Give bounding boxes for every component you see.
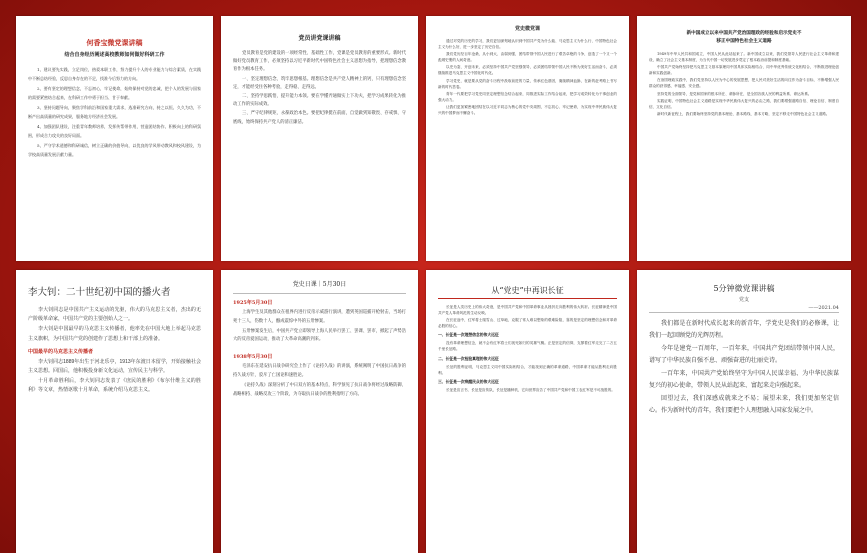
paragraph: 党员教育是党的建设的一项经常性、基础性工作，党课是党员教育的重要形式。新时代做好党员教育工作，必须坚持以习近平新时代中国特色社会主义思想为指导，把理想信念教育作为根本任务。 <box>233 51 406 73</box>
paragraph: 2、要有坚定的理想信念，不忘初心，牢记使命，始终保持对党的忠诚，把个人的发展与国家的需要紧密结合起来，在科研工作中勇于担当、甘于奉献。 <box>28 86 201 100</box>
document-page-6[interactable] <box>221 270 418 553</box>
paragraph: 坚持党的全面领导，是党和国家的根本所在、命脉所在，是全国各族人民的利益所系、命运所系。 <box>657 91 812 96</box>
paragraph: 实践证明，中国特色社会主义道路是实现中华民族伟大复兴的必由之路，我们要增强道路自信、理论自信、制度自信、文化自信。 <box>649 98 839 109</box>
paragraph: 通过对党的历史的学习，我们更加深刻地认识到中国共产党为什么能、马克思主义为什么行、中国特色社会主义为什么好，进一步坚定了历史自信。 <box>438 39 617 50</box>
paragraph: 没有革命理想信念，就不会有红军将士们视死如归的英雄气概。正是坚定的信仰，支撑着红军走完了二万五千里长征路。 <box>438 341 617 352</box>
document-page-7[interactable] <box>426 270 629 553</box>
paragraph: 上海学生及其他群众在租界内进行反帝示威游行演讲，遭到英国巡捕开枪射击，当场打死十三人，伤数十人，酿成震惊中外的五卅惨案。 <box>233 310 406 324</box>
page-title: 党史日课｜5月30日 <box>292 281 347 288</box>
paragraph: 以史为鉴、开创未来，必须坚持中国共产党坚强领导，必须团结带领中国人民不断为美好生活而奋斗，必须继续推进马克思主义中国化时代化。 <box>438 65 617 76</box>
paragraph: 回望过去，我们深感成就来之不易；展望未来，我们更加坚定信心。作为新时代的青年，我们要把个人理想融入国家发展之中。 <box>649 395 839 414</box>
document-page-4[interactable] <box>637 16 851 261</box>
paragraph: 五卅惨案发生后，中国共产党立即领导上海人民举行罢工、罢课、罢市，掀起了声势浩大的反帝爱国运动，推动了大革命高潮的到来。 <box>233 328 406 343</box>
document-page-1[interactable] <box>16 16 213 261</box>
paragraph: 青年一代要把学习党史同坚定理想信念结合起来，同推进实际工作结合起来，把学习成效转化为干事创业的强大动力。 <box>438 91 617 102</box>
document-page-5[interactable] <box>16 270 213 553</box>
paragraph: 让我们更加紧密地团结在以习近平同志为核心的党中央周围，不忘初心、牢记使命，为实现中华民族伟大复兴的中国梦而不懈奋斗。 <box>438 104 617 116</box>
paragraph: 十月革命胜利后，李大钊同志发表了《庶民的胜利》《布尔什维主义的胜利》等文章，热情讴歌十月革命，系统介绍马克思主义。 <box>28 378 201 394</box>
page-title: 李大钊：二十世纪初中国的播火者 <box>28 287 171 298</box>
paragraph: 三、严守纪律规矩，永葆政治本色。要把纪律挺在前面，自觉做到知敬畏、存戒惧、守底线，始终保持共产党人的清正廉洁。 <box>233 111 406 125</box>
paragraph: 我们党历经百年沧桑，从小到大、由弱到强，团结带领中国人民进行了艰苦卓绝的斗争，创造了一个又一个彪炳史册的人间奇迹。 <box>438 52 617 63</box>
paragraph: 中国共产党始终坚持把马克思主义基本原理同中国具体实际相结合、同中华优秀传统文化相结合，不断推进理论创新和实践创新。 <box>649 65 839 76</box>
document-page-2[interactable] <box>221 16 418 261</box>
paragraph: 李大钊同志1889年出生于河北乐亭，1913年东渡日本留学，开始接触社会主义思想。回国后，他积极投身新文化运动，宣传民主与科学。 <box>28 358 201 375</box>
page-title: 党员讲党课讲稿 <box>298 35 341 42</box>
paragraph: 长征的胜利证明，马克思主义同中国实际相结合，才能找到正确的革命道路，中国革命才能从胜利走向胜利。 <box>438 364 617 375</box>
paragraph: 学习党史，就是要从党的奋斗历程中汲取前进的力量，传承红色基因，赓续精神血脉，在新的赶考路上书写新的时代答卷。 <box>438 78 617 89</box>
paragraph: 1、建议要先实践，立足岗位，热爱本职工作，努力提升个人的专业能力与综合素质，在实践中不断总结经验，反思自身存在的不足，找准今后努力的方向。 <box>28 67 201 81</box>
section-heading: 中国最早的马克思主义传播者 <box>28 348 94 355</box>
paragraph: 李大钊同志是中国共产主义运动的先驱，伟大的马克思主义者，杰出的无产阶级革命家，中国共产党的主要创始人之一。 <box>28 307 201 323</box>
page-title: 党史微党课 <box>514 26 540 32</box>
document-page-3[interactable] <box>426 16 629 261</box>
page-title: 5分钟微党课讲稿 <box>713 284 775 293</box>
paragraph: 毛泽东在延安抗日战争研究会上作了《论持久战》的讲演，系统阐明了中国抗日战争的持久战方针，驳斥了亡国论和速胜论。 <box>233 364 406 378</box>
page-title-line2: 移正中国特色社会主义道路 <box>716 39 772 44</box>
paragraph: 1949年中华人民共和国成立，中国人民从此站起来了。新中国成立以来，我们党领导人民进行社会主义革命和建设，确立了社会主义基本制度，为当代中国一切发展进步奠定了根本政治前提和制度基础。 <box>649 52 839 63</box>
paragraph: 一百年来，中国共产党始终坚守为中国人民谋幸福、为中华民族谋复兴的初心使命，带领人民从站起来、富起来走向强起来。 <box>649 370 839 389</box>
paragraph: 长征是宣言书，长征是宣传队，长征是播种机，它向世界宣告了中国共产党和中国工农红军是不可战胜的。 <box>446 387 615 392</box>
paragraph: 5、严守学术道德和科研诚信，树立正确的价值导向，以优良的学风带动教风和校风建设，为学校高质量发展贡献力量。 <box>28 143 201 157</box>
section-heading: 二、长征是一次检验真理的伟大远征 <box>438 355 499 361</box>
date-heading: 1938年5月30日 <box>233 354 273 361</box>
paragraph: 二、坚持学思践悟，提升能力本领。要在学懂弄通做实上下功夫，把学习成果转化为推动工作的实际成效。 <box>233 94 406 108</box>
author: 党支 <box>738 297 749 303</box>
paragraph: 长征是人类历史上的伟大奇迹，是中国共产党和中国革命事业从挫折走向胜利的伟大转折。长征精神是中国共产党人革命风范的生动反映。 <box>438 305 617 316</box>
paragraph: 在治国理政实践中，我们党坚持以人民为中心的发展思想，把人民对美好生活的向往作为奋斗目标，不断增强人民群众的获得感、幸福感、安全感。 <box>649 78 839 89</box>
page-title: 何香宝微党课讲稿 <box>86 38 143 47</box>
paragraph: 我们都是在新时代成长起来的新青年，学党史是我们的必修课，让我们一起回顾党的光辉历程。 <box>649 320 839 339</box>
paragraph: 3、坚持问题导向，聚焦学科前沿和国家重大需求，选准研究方向，持之以恒、久久为功，不断产出高质量的研究成果，服务地方经济社会发展。 <box>28 105 201 119</box>
date-heading: 1925年5月30日 <box>233 300 273 306</box>
paragraph: 《论持久战》深刻分析了中日双方的基本特点，科学预见了抗日战争将经过战略防御、战略相持、战略反攻三个阶段，为夺取抗日战争的胜利指明了方向。 <box>233 382 406 397</box>
page-subtitle: 结合自身经历阐述高校教师如何做好科研工作 <box>64 52 165 58</box>
divider <box>233 293 406 294</box>
document-page-8[interactable] <box>637 270 851 553</box>
paragraph: 新时代新征程上，我们要始终坚持党的基本理论、基本路线、基本方略，坚定不移走中国特色社会主义道路。 <box>657 111 830 116</box>
paragraph: 4、加强团队建设，注重青年教师培养，发挥传帮带作用，营造团结协作、积极向上的科研氛围，形成合力攻关的良好局面。 <box>28 124 201 138</box>
page-title: 新中国成立以来中国共产党治国理政的经验和启示党史不 <box>686 31 802 36</box>
date: ——2021.04 <box>808 305 839 311</box>
paragraph: 李大钊是中国最早的马克思主义传播者，他率先在中国大地上举起马克思主义旗帜，为中国共产党的创建作了思想上和干部上的准备。 <box>28 326 201 342</box>
divider <box>438 298 617 299</box>
paragraph: 一、坚定理想信念，筑牢思想根基。理想信念是共产党人精神上的钙，只有理想信念坚定，才能经受住各种考验，走得稳、走得远。 <box>233 76 406 90</box>
section-heading: 一、长征是一次理想信念的伟大远征 <box>438 332 499 338</box>
section-heading: 三、长征是一次唤醒民众的伟大远征 <box>438 378 499 384</box>
paragraph: 在长征途中，红军将士爬雪山、过草地，克服了常人难以想象的艰难险阻，靠的是坚定的理想信念和对革命必胜的信心。 <box>438 318 617 329</box>
divider <box>649 312 839 313</box>
paragraph: 今年是建党一百周年，一百年来，中国共产党团结带领中国人民，谱写了中华民族自强不息、顽强奋进的壮丽史诗。 <box>649 345 839 364</box>
page-title: 从“党史”中再识长征 <box>491 286 564 295</box>
